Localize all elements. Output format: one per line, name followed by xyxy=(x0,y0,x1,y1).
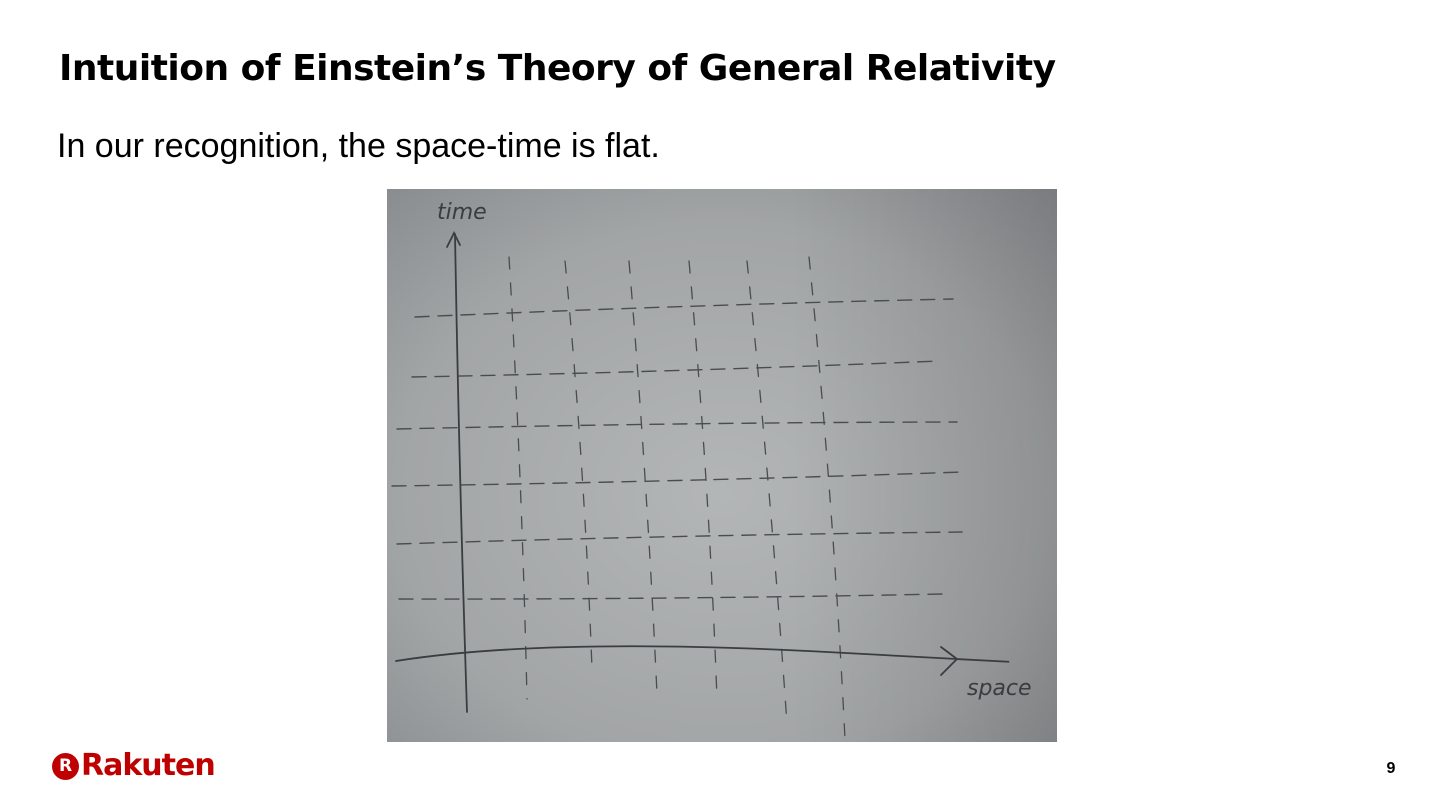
time-axis-label: time xyxy=(437,200,487,225)
rakuten-logo-wordmark: Rakuten xyxy=(81,748,215,783)
slide-title: Intuition of Einstein’s Theory of General Relativity xyxy=(59,48,1056,89)
spacetime-sketch-photo xyxy=(387,189,1057,742)
rakuten-logo-mark-icon: R xyxy=(52,753,79,780)
slide-body-text: In our recognition, the space-time is flat. xyxy=(57,127,660,165)
space-axis-label: space xyxy=(967,676,1032,701)
page-number: 9 xyxy=(1386,760,1396,777)
rakuten-logo xyxy=(52,749,215,783)
